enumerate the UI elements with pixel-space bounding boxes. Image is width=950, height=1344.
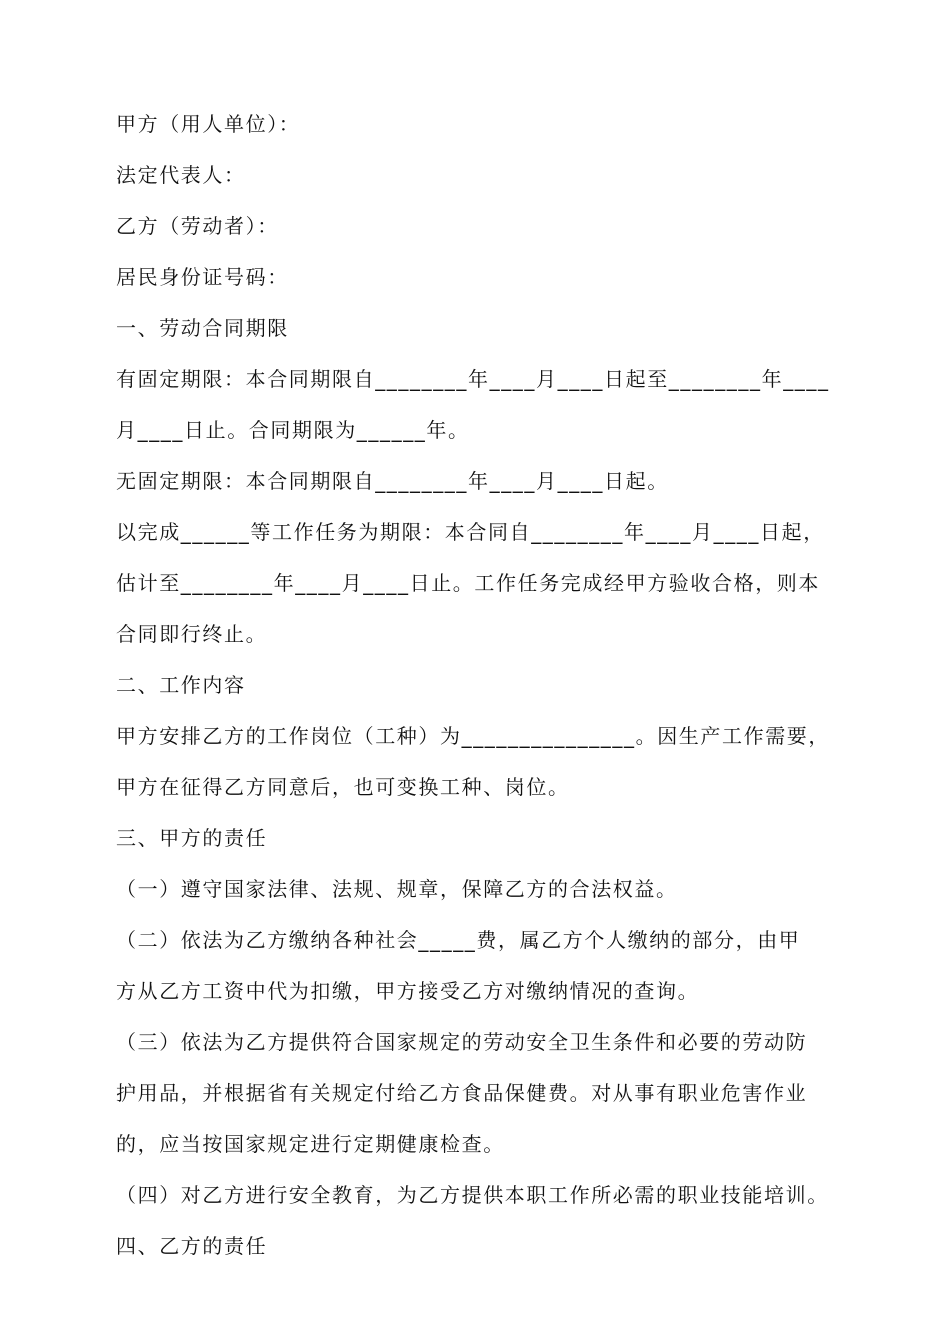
id-number-line: 居民身份证号码： [116, 265, 289, 289]
paragraph-line: （一）遵守国家法律、法规、规章，保障乙方的合法权益。 [116, 877, 678, 901]
party-a-line: 甲方（用人单位）： [116, 112, 301, 136]
section-heading-party-a-duties: 三、甲方的责任 [116, 826, 268, 850]
section-heading-work-content: 二、工作内容 [116, 673, 246, 697]
paragraph-line: 估计至________年____月____日止。工作任务完成经甲方验收合格，则本 [116, 571, 820, 595]
section-heading-contract-term: 一、劳动合同期限 [116, 316, 289, 340]
paragraph-line: （三）依法为乙方提供符合国家规定的劳动安全卫生条件和必要的劳动防 [116, 1030, 808, 1054]
paragraph-line: 甲方安排乙方的工作岗位（工种）为_______________。因生产工作需要， [116, 724, 830, 748]
paragraph-line: 无固定期限：本合同期限自________年____月____日起。 [116, 469, 669, 493]
paragraph-line: 以完成______等工作任务为期限：本合同自________年____月____日起， [116, 520, 825, 544]
paragraph-line: （二）依法为乙方缴纳各种社会_____费，属乙方个人缴纳的部分，由甲 [116, 928, 801, 952]
paragraph-line: 有固定期限：本合同期限自________年____月____日起至________年____ [116, 367, 830, 391]
contract-body [116, 99, 848, 1272]
paragraph-line: 方从乙方工资中代为扣缴，甲方接受乙方对缴纳情况的查询。 [116, 979, 700, 1003]
paragraph-line: 月____日止。合同期限为______年。 [116, 418, 470, 442]
paragraph-line: 合同即行终止。 [116, 622, 268, 646]
paragraph-line: （四）对乙方进行安全教育，为乙方提供本职工作所必需的职业技能培训。 [116, 1183, 829, 1207]
section-heading-party-b-duties: 四、乙方的责任 [116, 1234, 268, 1258]
paragraph-line: 甲方在征得乙方同意后，也可变换工种、岗位。 [116, 775, 570, 799]
party-b-line: 乙方（劳动者）： [116, 214, 279, 238]
paragraph-line: 的，应当按国家规定进行定期健康检查。 [116, 1132, 505, 1156]
paragraph-line: 护用品，并根据省有关规定付给乙方食品保健费。对从事有职业危害作业 [116, 1081, 808, 1105]
legal-representative-line: 法定代表人： [116, 163, 246, 187]
